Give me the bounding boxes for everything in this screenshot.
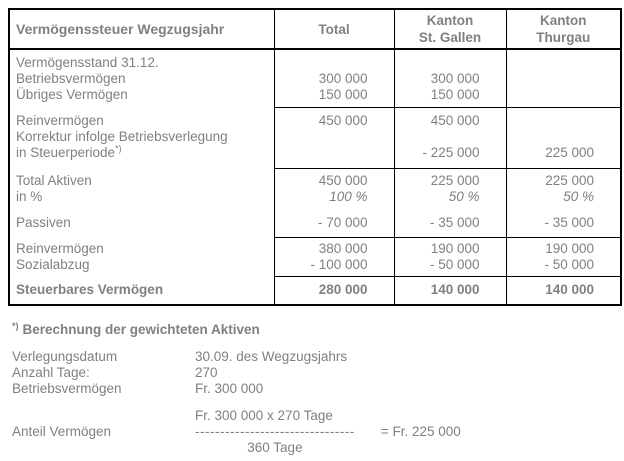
column-header-st-gallen [394, 9, 506, 49]
fraction-numerator: Fr. 300 000 x 270 Tage [195, 408, 333, 423]
table-title: Vermögenssteuer Wegzugsjahr [9, 9, 274, 49]
label-sozialabzug: Sozialabzug [16, 256, 90, 272]
cell-total: 380 000 - 100 000 [274, 238, 394, 277]
table-header-row [9, 9, 621, 49]
row-total-aktiven-labels [9, 169, 274, 212]
footnote-row-verlegungsdatum [12, 349, 620, 365]
cell-thurgau: 140 000 [506, 277, 621, 306]
footnote-value: 270 [195, 365, 218, 380]
label-in-prozent: in % [16, 188, 43, 204]
row-vermoegensstand-labels [9, 49, 274, 108]
cell-total: 450 000 [274, 108, 394, 169]
cell-total: - 70 000 [274, 211, 394, 238]
column-header-thurgau [506, 9, 621, 49]
row-steuerbares-vermoegen [9, 277, 621, 306]
label-vermoegensstand: Vermögensstand 31.12. [16, 55, 159, 70]
footnote-marker-icon: *) [12, 320, 19, 331]
fraction-result: = Fr. 225 000 [380, 424, 461, 439]
row-reinvermoegen-sozialabzug [9, 238, 621, 277]
label-korrektur: Korrektur infolge Betriebsverlegung [16, 128, 228, 144]
cell-st-gallen: 190 000 - 50 000 [394, 238, 506, 277]
row-passiven [9, 211, 621, 238]
column-header-tg-line1: Kanton [540, 13, 587, 28]
cell-thurgau: 190 000 - 50 000 [506, 238, 621, 277]
footnote-label: Verlegungsdatum [12, 349, 118, 364]
column-header-sg-line2: St. Gallen [418, 30, 482, 45]
column-header-sg-line1: Kanton [426, 13, 474, 28]
cell-thurgau: 225 000 50 % [506, 169, 621, 212]
column-header-tg-line2: Thurgau [536, 30, 591, 45]
footnote-marker-icon: *) [115, 143, 122, 153]
label-reinvermoegen-2: Reinvermögen [16, 240, 104, 256]
footnote-label: Anzahl Tage: [12, 365, 90, 380]
cell-thurgau: 225 000 [506, 108, 621, 169]
footnote-row-anteil-vermoegen [12, 407, 620, 456]
cell-thurgau: - 35 000 [506, 211, 621, 238]
cell-total: 450 000 100 % [274, 169, 394, 212]
label-betriebsvermoegen: Betriebsvermögen [16, 71, 126, 86]
fraction-denominator: 360 Tage [247, 440, 303, 455]
cell-st-gallen: 140 000 [394, 277, 506, 306]
cell-st-gallen: 450 000 - 225 000 [394, 108, 506, 169]
footnote-value: 30.09. des Wegzugsjahrs [195, 349, 348, 364]
label-steuerperiode: in Steuerperiode*) [16, 143, 122, 160]
fraction [195, 407, 355, 456]
cell-st-gallen: 225 000 50 % [394, 169, 506, 212]
footnote-title: *) Berechnung der gewichteten Aktiven [12, 320, 260, 337]
label-uebriges-vermoegen: Übriges Vermögen [16, 87, 128, 102]
footnote-label: Anteil Vermögen [12, 424, 112, 439]
row-vermoegensstand [9, 49, 621, 108]
row-reinvermoegen-korrektur [9, 108, 621, 169]
column-header-total [274, 9, 394, 49]
footnote-value: Fr. 300 000 [195, 381, 264, 396]
cell-st-gallen: - 35 000 [394, 211, 506, 238]
column-header-total-label: Total [318, 21, 350, 37]
label-total-aktiven: Total Aktiven [16, 172, 92, 188]
label-passiven: Passiven [16, 215, 71, 230]
label-reinvermoegen: Reinvermögen [16, 112, 104, 128]
footnote-label: Betriebsvermögen [12, 381, 122, 396]
cell-thurgau [506, 49, 621, 108]
row-reinvermoegen-sozialabzug-labels [9, 238, 274, 277]
vermoegenssteuer-table [8, 8, 622, 306]
label-steuerbares-vermoegen: Steuerbares Vermögen [16, 281, 164, 297]
cell-total: 280 000 [274, 277, 394, 306]
footnote-row-betriebsvermoegen [12, 381, 620, 397]
cell-st-gallen: 300 000 150 000 [394, 49, 506, 108]
fraction-divider: -------------------------------- [195, 424, 355, 439]
footnote-section [12, 322, 620, 456]
footnote-row-anzahl-tage [12, 365, 620, 381]
cell-total: 300 000 150 000 [274, 49, 394, 108]
row-total-aktiven [9, 169, 621, 212]
row-reinvermoegen-korrektur-labels [9, 108, 274, 169]
